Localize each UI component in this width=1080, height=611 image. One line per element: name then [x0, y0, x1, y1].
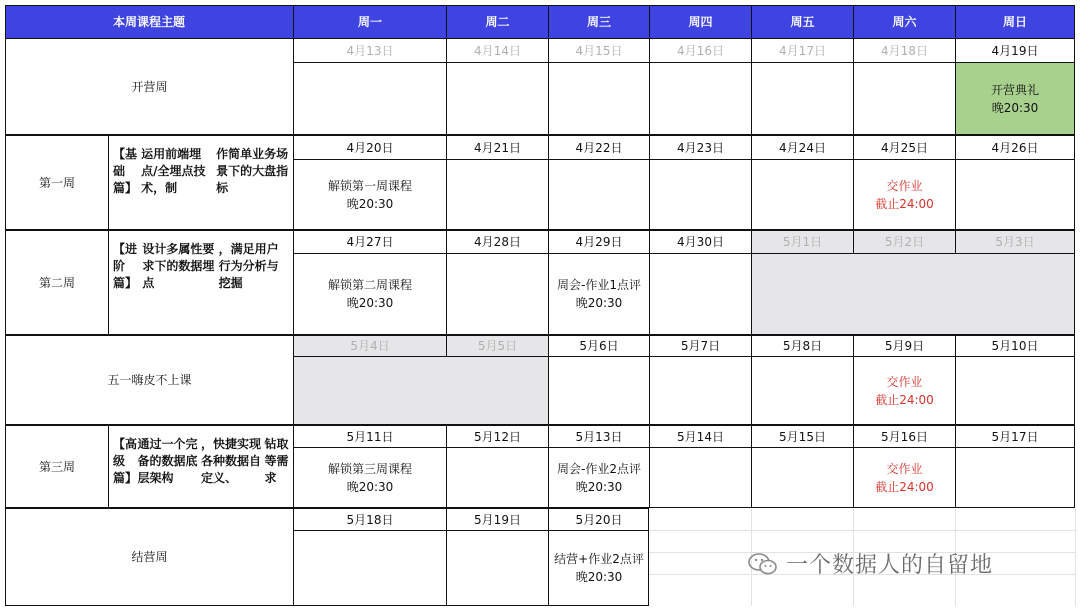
event-cell-wed — [548, 159, 649, 230]
date-cell: 4月27日 — [293, 230, 446, 253]
event-text: 交作业 截止24:00 — [875, 178, 934, 211]
date-cell: 5月3日 — [955, 230, 1075, 253]
date-cell: 4月30日 — [649, 230, 751, 253]
header-day-sat: 周六 — [853, 5, 955, 38]
event-cell-sat — [853, 159, 955, 230]
event-text: 解锁第一周课程 晚20:30 — [327, 178, 412, 211]
date-cell: 5月17日 — [955, 425, 1075, 447]
date-cell: 5月9日 — [853, 335, 955, 356]
event-cell-mon — [293, 253, 446, 335]
topic-line: ，快捷实现各种数据自定义、 — [201, 437, 262, 485]
week-label-0: 开营周 — [5, 38, 293, 135]
event-cell-sun — [955, 159, 1075, 230]
event-cell-mon — [293, 159, 446, 230]
event-text: 解锁第二周课程 晚20:30 — [327, 278, 412, 310]
sheet-gridline — [1075, 508, 1076, 606]
date-cell: 5月18日 — [293, 508, 446, 530]
header-day-sun: 周日 — [955, 5, 1075, 38]
week-label-5: 结营周 — [5, 508, 293, 606]
event-cell-sat — [853, 447, 955, 508]
date-cell: 5月16日 — [853, 425, 955, 447]
date-cell: 4月19日 — [955, 38, 1075, 62]
week-topic-4 — [108, 425, 293, 508]
date-cell: 5月19日 — [446, 508, 548, 530]
date-cell: 4月17日 — [751, 38, 853, 62]
topic-line: 设计多属性要求下的数据埋点 — [142, 242, 215, 290]
event-cell-thu — [649, 159, 751, 230]
topic-line: ，满足用户行为分析与挖掘 — [218, 242, 279, 290]
event-text: 结营+作业2点评 晚20:30 — [554, 552, 644, 584]
event-cell-thu — [649, 253, 751, 335]
event-cell-sun — [955, 356, 1075, 425]
event-cell-tue — [446, 159, 548, 230]
date-cell: 4月23日 — [649, 135, 751, 159]
header-topic-cell — [5, 5, 293, 38]
date-cell: 5月14日 — [649, 425, 751, 447]
week-label-4: 第三周 — [5, 425, 108, 508]
holiday-block — [293, 356, 548, 425]
event-cell-wed — [548, 253, 649, 335]
topic-line: 【进阶篇】 — [113, 242, 138, 290]
event-cell-thu — [649, 447, 751, 508]
date-cell: 4月26日 — [955, 135, 1075, 159]
date-cell: 5月4日 — [293, 335, 446, 356]
wechat-icon — [748, 552, 778, 576]
date-cell: 4月21日 — [446, 135, 548, 159]
date-cell: 4月13日 — [293, 38, 446, 62]
event-cell-fri — [751, 447, 853, 508]
event-cell-sat — [853, 356, 955, 425]
week-topic-2 — [108, 230, 293, 335]
event-cell-fri — [751, 356, 853, 425]
date-cell: 5月15日 — [751, 425, 853, 447]
week-label-2: 第二周 — [5, 230, 108, 335]
event-text: 周会-作业2点评 晚20:30 — [557, 461, 641, 494]
topic-line: 钻取等需求 — [264, 437, 289, 485]
date-cell: 5月1日 — [751, 230, 853, 253]
event-cell-fri — [751, 159, 853, 230]
event-text: 开营典礼 晚20:30 — [990, 82, 1039, 115]
topic-line: 【高级篇】 — [113, 437, 138, 485]
date-cell: 5月8日 — [751, 335, 853, 356]
watermark — [748, 548, 993, 579]
date-cell: 5月10日 — [955, 335, 1075, 356]
week-topic-1 — [108, 135, 293, 230]
watermark-text: 一个数据人的自留地 — [786, 553, 994, 578]
header-day-tue: 周二 — [446, 5, 548, 38]
date-cell: 5月6日 — [548, 335, 649, 356]
event-text: 交作业 截止24:00 — [875, 374, 934, 407]
header-topic-label: 本周课程主题 — [113, 15, 186, 29]
date-cell: 4月18日 — [853, 38, 955, 62]
event-cell-tue — [446, 447, 548, 508]
event-cell-mon — [293, 530, 446, 606]
topic-line: 【基础篇】 — [113, 147, 138, 195]
event-cell-fri — [751, 62, 853, 135]
date-cell: 4月20日 — [293, 135, 446, 159]
date-cell: 4月15日 — [548, 38, 649, 62]
date-cell: 4月16日 — [649, 38, 751, 62]
row-end-border — [648, 508, 649, 606]
date-cell: 4月22日 — [548, 135, 649, 159]
event-cell-tue — [446, 530, 548, 606]
header-day-fri: 周五 — [751, 5, 853, 38]
event-cell-tue — [446, 62, 548, 135]
week-label-1: 第一周 — [5, 135, 108, 230]
topic-line: 作简单业务场景下的大盘指标 — [216, 147, 289, 195]
header-day-mon: 周一 — [293, 5, 446, 38]
date-cell: 4月25日 — [853, 135, 955, 159]
date-cell: 5月5日 — [446, 335, 548, 356]
header-day-thu: 周四 — [649, 5, 751, 38]
event-cell-wed — [548, 447, 649, 508]
header-day-wed: 周三 — [548, 5, 649, 38]
event-cell-wed — [548, 356, 649, 425]
week-label-3: 五一嗨皮不上课 — [5, 335, 293, 425]
topic-line: 运用前端埋点/全埋点技术，制 — [141, 147, 206, 195]
date-cell: 4月29日 — [548, 230, 649, 253]
event-cell-sun — [955, 62, 1075, 135]
topic-line: 通过一个完备的数据底层架构 — [137, 437, 198, 485]
date-cell: 5月12日 — [446, 425, 548, 447]
event-cell-mon — [293, 447, 446, 508]
date-cell: 5月2日 — [853, 230, 955, 253]
event-cell-sat — [853, 62, 955, 135]
event-cell-wed — [548, 530, 649, 606]
event-text: 交作业 截止24:00 — [875, 461, 934, 494]
date-cell: 5月20日 — [548, 508, 649, 530]
event-cell-mon — [293, 62, 446, 135]
date-cell: 5月7日 — [649, 335, 751, 356]
event-cell-thu — [649, 356, 751, 425]
event-cell-wed — [548, 62, 649, 135]
event-cell-sun — [955, 447, 1075, 508]
event-text: 周会-作业1点评 晚20:30 — [557, 278, 641, 310]
event-text: 解锁第三周课程 晚20:30 — [327, 461, 412, 494]
event-cell-thu — [649, 62, 751, 135]
sheet-gridline — [649, 530, 1075, 531]
date-cell: 5月11日 — [293, 425, 446, 447]
date-cell: 4月28日 — [446, 230, 548, 253]
date-cell: 4月14日 — [446, 38, 548, 62]
event-cell-tue — [446, 253, 548, 335]
holiday-block — [751, 253, 1075, 335]
date-cell: 5月13日 — [548, 425, 649, 447]
date-cell: 4月24日 — [751, 135, 853, 159]
